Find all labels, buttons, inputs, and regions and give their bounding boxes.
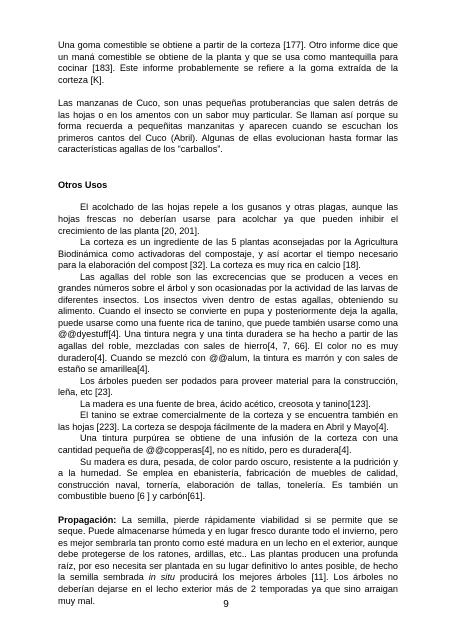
section-heading-otros-usos: Otros Usos [58, 179, 108, 190]
paragraph-purple-dye: Una tintura purpúrea se obtiene de una infusión de la corteza con una cantidad pequeña de @@copperas[4], no es nítido, pero es duradera[4]. [58, 433, 398, 455]
paragraph-galls: Las agallas del roble son las excrecencias que se producen a veces en grandes números sobre el árbol y son ocasionadas por la actividad de las larvas de diferentes insectos. Los insectos viven dentro de estas agallas, obteniendo su alimento. Cuando el insecto se convierte en pupa y posteriormente deja la agalla, puede usarse como una fuente rica de tanino, que puede también usarse como una @@dyestuff[4]. Una tintura negra y una tinta duradera se ha hecho a partir de las agallas del roble, mezcladas con sales de hierro[4, 7, 66]. El color no es muy duradero[4]. Cuando se mezcló con @@alum, la tintura es marrón y con sales de estaño se amarillea[4]. [58, 271, 398, 375]
propagation-text-before: La semilla, pierde rápidamente viabilidad si se permite que se seque. Puede almacenarse húmeda y en lugar fresco durante todo el invierno, pero es mejor sembrarla tan pronto como esté madura en un lecho en el exterior, aunque debe protegerse de los ratones, ardillas, etc.. Las plantas producen una profunda raíz, por eso necesita ser plantada en su lugar definitivo lo antes posible, de hecho la semilla sembrada [58, 514, 398, 583]
paragraph-timber: Su madera es dura, pesada, de color pardo oscuro, resistente a la pudrición y a la humedad. Se emplea en ebanistería, fabricación de muebles de calidad, construcción naval, tornería, elaboración de tallas, tonelería. Es también un combustible bueno [6 ] y carbón[61]. [58, 456, 398, 502]
paragraph-mulch: El acolchado de las hojas repele a los gusanos y otras plagas, aunque las hojas frescas no deberían usarse para acolchar ya que pueden inhibir el crecimiento de las planta [20, 201]. [58, 202, 398, 236]
paragraph-cuckoo-apples: Las manzanas de Cuco, son unas pequeñas protuberancias que salen detrás de las hojas o en los amentos con un sabor muy particular. Se llaman así porque su forma recuerda a pequeñitas manzanitas y aparecen cuando se escuchan los primeros cantos del Cuco (Abril). Algunas de ellas evolucionan hasta formar las características agallas de los “carballos”. [58, 98, 398, 155]
paragraph-biodynamic: La corteza es un ingrediente de las 5 plantas aconsejadas por la Agricultura Biodinámica como activadoras del compostaje, y así acortar el tiempo necesario para la elaboración del compost [32]. La corteza es muy rica en calcio [18]. [58, 237, 398, 271]
propagation-italic-term: in situ [148, 572, 175, 583]
spacer [58, 86, 398, 98]
propagation-label: Propagación: [58, 514, 117, 525]
propagation-text-after: producirá los mejores árboles [11]. Los árboles no deberían dejarse en el lecho exterior más de 2 temporadas ya que sino arraigan muy mal. [58, 572, 399, 606]
spacer [58, 156, 398, 180]
paragraph-pruning: Los árboles pueden ser podados para proveer material para la construcción, leña, etc [23]. [58, 375, 398, 398]
paragraph-gum: Una goma comestible se obtiene a partir de la corteza [177]. Otro informe dice que un maná comestible se obtiene de la planta y que se usa como mantequilla para cocinar [183]. Este informe probablemente se refiere a la goma extraída de la corteza [K]. [58, 40, 398, 85]
spacer [58, 191, 398, 202]
page-number: 9 [223, 599, 229, 610]
document-page [58, 40, 398, 607]
spacer [58, 503, 398, 515]
paragraph-tannin: El tanino se extrae comercialmente de la corteza y se encuentra también en las hojas [223]. La corteza se despoja fácilmente de la madera en Abril y Mayo[4]. [58, 410, 398, 432]
paragraph-wood-source: La madera es una fuente de brea, ácido acético, creosota y tanino[123]. [80, 398, 371, 409]
paragraph-propagation [58, 515, 398, 607]
